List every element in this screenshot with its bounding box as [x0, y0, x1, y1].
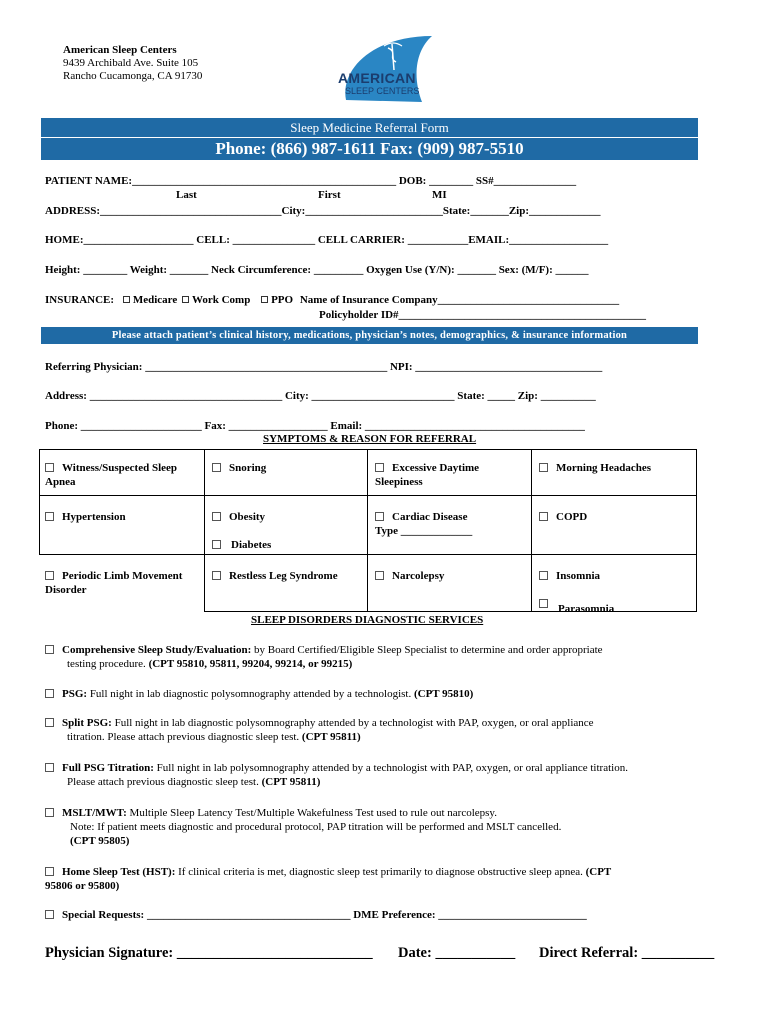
- table-border-top: [39, 449, 697, 450]
- table-row-divider-2: [39, 554, 697, 555]
- physician-phone-line[interactable]: Phone: ______________________ Fax: __________________ Email: ________________________________________: [45, 420, 585, 432]
- workcomp-label: Work Comp: [191, 294, 251, 306]
- direct-referral-field[interactable]: Direct Referral: __________: [539, 945, 715, 961]
- height-weight-line[interactable]: Height: ________ Weight: _______ Neck Circumference: _________ Oxygen Use (Y/N): _______ Sex: (M/F): ______: [45, 264, 589, 276]
- snoring-checkbox[interactable]: [212, 463, 221, 472]
- date-field[interactable]: Date: ___________: [398, 945, 516, 961]
- mslt-cpt: (CPT 95805): [70, 835, 130, 847]
- insomnia-label: Insomnia: [556, 570, 601, 582]
- org-street: 9439 Archibald Ave. Suite 105: [63, 57, 199, 69]
- comprehensive-cpt: (CPT 95810, 95811, 99204, 99214, or 99215): [148, 658, 353, 670]
- medicare-checkbox[interactable]: [123, 296, 130, 303]
- full-psg-title: Full PSG Titration:: [62, 762, 154, 774]
- split-psg-title: Split PSG:: [62, 717, 112, 729]
- symptom-copd[interactable]: [539, 510, 587, 524]
- symptom-narcolepsy[interactable]: [375, 569, 444, 583]
- narcolepsy-checkbox[interactable]: [375, 571, 384, 580]
- mslt-title: MSLT/MWT:: [62, 807, 127, 819]
- symptoms-heading: SYMPTOMS & REASON FOR REFERRAL: [263, 433, 477, 445]
- mslt-note: Note: If patient meets diagnostic and procedural protocol, PAP titration will be performed and MSLT cancelled.: [70, 821, 562, 833]
- hypertension-checkbox[interactable]: [45, 512, 54, 521]
- workcomp-checkbox[interactable]: [182, 296, 189, 303]
- symptom-cardiac[interactable]: [375, 510, 472, 538]
- symptom-plmd[interactable]: [45, 569, 182, 597]
- table-row-divider-1: [39, 495, 697, 496]
- full-psg-checkbox[interactable]: [45, 763, 54, 772]
- sub-label-first: First: [318, 189, 341, 201]
- table-border-left: [39, 449, 40, 554]
- logo-subtitle: SLEEP CENTERS: [345, 86, 420, 96]
- comprehensive-checkbox[interactable]: [45, 645, 54, 654]
- psg-cpt: (CPT 95810): [413, 688, 474, 700]
- patient-name-line[interactable]: PATIENT NAME:________________________________________________ DOB: ________ SS#_______________: [45, 175, 577, 187]
- split-psg-text: Full night in lab diagnostic polysomnography attended by a technologist with PAP, oxygen, or oral appliance: [111, 717, 594, 729]
- psg-checkbox[interactable]: [45, 689, 54, 698]
- eds-label-2: Sleepiness: [375, 476, 423, 488]
- sub-label-mi: MI: [432, 189, 447, 201]
- plmd-label: Periodic Limb Movement: [62, 570, 183, 582]
- copd-checkbox[interactable]: [539, 512, 548, 521]
- split-psg-cpt: (CPT 95811): [301, 731, 361, 743]
- eds-label: Excessive Daytime: [392, 462, 480, 474]
- service-full-psg-titration[interactable]: [45, 761, 745, 789]
- rls-checkbox[interactable]: [212, 571, 221, 580]
- logo: [332, 30, 442, 112]
- cardiac-checkbox[interactable]: [375, 512, 384, 521]
- hst-title: Home Sleep Test (HST):: [62, 866, 176, 878]
- symptom-eds[interactable]: [375, 461, 479, 489]
- table-col-divider-2: [367, 449, 368, 611]
- form-title: Sleep Medicine Referral Form: [41, 118, 698, 137]
- morning-headaches-label: Morning Headaches: [556, 462, 652, 474]
- service-mslt[interactable]: [45, 806, 725, 848]
- narcolepsy-label: Narcolepsy: [392, 570, 445, 582]
- comprehensive-title: Comprehensive Sleep Study/Evaluation:: [62, 644, 252, 656]
- mslt-checkbox[interactable]: [45, 808, 54, 817]
- morning-headaches-checkbox[interactable]: [539, 463, 548, 472]
- service-comprehensive[interactable]: [45, 643, 695, 671]
- insurance-company-field[interactable]: Name of Insurance Company_________________________________: [299, 294, 620, 306]
- parasomnia-checkbox[interactable]: [539, 599, 548, 608]
- full-psg-text-2: Please attach previous diagnostic sleep test.: [67, 776, 262, 788]
- medicare-label: Medicare: [132, 294, 178, 306]
- logo-wordmark: AMERICAN: [338, 70, 416, 86]
- eds-checkbox[interactable]: [375, 463, 384, 472]
- symptom-obesity[interactable]: [212, 510, 265, 524]
- witnessed-apnea-label-2: Apnea: [45, 476, 76, 488]
- table-col-divider-3: [531, 449, 532, 611]
- plmd-checkbox[interactable]: [45, 571, 54, 580]
- comprehensive-text: by Board Certified/Eligible Sleep Specialist to determine and order appropriate: [251, 644, 603, 656]
- home-cell-line[interactable]: HOME:____________________ CELL: _______________ CELL CARRIER: ___________EMAIL:__________________: [45, 234, 609, 246]
- services-heading: SLEEP DISORDERS DIAGNOSTIC SERVICES: [251, 614, 484, 626]
- org-name: American Sleep Centers: [63, 44, 177, 56]
- insurance-line: [45, 294, 619, 306]
- physician-signature-field[interactable]: Physician Signature: ___________________________: [45, 945, 373, 961]
- phone-fax-banner: Phone: (866) 987-1611 Fax: (909) 987-5510: [41, 138, 698, 160]
- special-requests-checkbox[interactable]: [45, 910, 54, 919]
- hypertension-label: Hypertension: [62, 511, 126, 523]
- witnessed-apnea-label: Witness/Suspected Sleep: [62, 462, 178, 474]
- special-requests-line[interactable]: [45, 908, 725, 922]
- hst-cpt-2: 95806 or 95800): [45, 880, 120, 892]
- obesity-checkbox[interactable]: [212, 512, 221, 521]
- split-psg-checkbox[interactable]: [45, 718, 54, 727]
- symptom-morning-headaches[interactable]: [539, 461, 651, 475]
- psg-title: PSG:: [62, 688, 88, 700]
- symptom-rls[interactable]: [212, 569, 338, 583]
- full-psg-cpt: (CPT 95811): [261, 776, 321, 788]
- table-col-divider-1: [204, 449, 205, 611]
- obesity-label: Obesity: [229, 511, 266, 523]
- hst-checkbox[interactable]: [45, 867, 54, 876]
- full-psg-text: Full night in lab polysomnography attended by a technologist with PAP, oxygen, or oral appliance titration.: [153, 762, 628, 774]
- symptom-diabetes[interactable]: [212, 538, 271, 552]
- table-border-right: [696, 449, 697, 611]
- policyholder-id-field[interactable]: Policyholder ID#_____________________________________________: [319, 309, 647, 321]
- special-requests-field[interactable]: Special Requests: _____________________________________ DME Preference: ___________________________: [62, 909, 587, 921]
- service-split-psg[interactable]: [45, 716, 715, 744]
- copd-label: COPD: [556, 511, 588, 523]
- table-border-bottom: [204, 611, 697, 612]
- symptom-witnessed-apnea[interactable]: [45, 461, 177, 489]
- service-hst[interactable]: [45, 865, 725, 893]
- hst-cpt-1: (CPT: [585, 866, 612, 878]
- witnessed-apnea-checkbox[interactable]: [45, 463, 54, 472]
- service-psg[interactable]: [45, 687, 695, 701]
- parasomnia-label: Parasomnia: [558, 603, 615, 615]
- sub-label-last: Last: [176, 189, 197, 201]
- physician-address-line[interactable]: Address: ___________________________________ City: __________________________ State: _____ Zip: __________: [45, 390, 596, 402]
- hst-text: If clinical criteria is met, diagnostic sleep test primarily to diagnose obstructive sleep apnea.: [175, 866, 586, 878]
- org-city: Rancho Cucamonga, CA 91730: [63, 70, 203, 82]
- psg-text: Full night in lab diagnostic polysomnography attended by a technologist.: [87, 688, 414, 700]
- rls-label: Restless Leg Syndrome: [229, 570, 338, 582]
- address-line[interactable]: ADDRESS:_________________________________City:_________________________State:_______Zip:_____________: [45, 205, 601, 217]
- cardiac-type-field[interactable]: Type _____________: [375, 525, 473, 537]
- diabetes-label: Diabetes: [231, 539, 272, 551]
- diabetes-checkbox[interactable]: [212, 540, 221, 549]
- symptom-snoring[interactable]: [212, 461, 266, 475]
- symptom-insomnia[interactable]: [539, 569, 600, 583]
- snoring-label: Snoring: [229, 462, 267, 474]
- comprehensive-text-2: testing procedure.: [67, 658, 149, 670]
- cardiac-label: Cardiac Disease: [392, 511, 468, 523]
- symptom-parasomnia[interactable]: [539, 597, 615, 615]
- symptom-hypertension[interactable]: [45, 510, 126, 524]
- referring-physician-line[interactable]: Referring Physician: ____________________________________________ NPI: __________________________________: [45, 361, 603, 373]
- ppo-label: PPO: [271, 294, 294, 306]
- mslt-text: Multiple Sleep Latency Test/Multiple Wakefulness Test used to rule out narcolepsy.: [126, 807, 497, 819]
- ppo-checkbox[interactable]: [261, 296, 268, 303]
- attach-note-banner: Please attach patient’s clinical history, medications, physician’s notes, demographics, & insurance information: [41, 327, 698, 344]
- insurance-label: INSURANCE:: [45, 294, 115, 306]
- plmd-label-2: Disorder: [45, 584, 87, 596]
- insomnia-checkbox[interactable]: [539, 571, 548, 580]
- split-psg-text-2: titration. Please attach previous diagnostic sleep test.: [67, 731, 302, 743]
